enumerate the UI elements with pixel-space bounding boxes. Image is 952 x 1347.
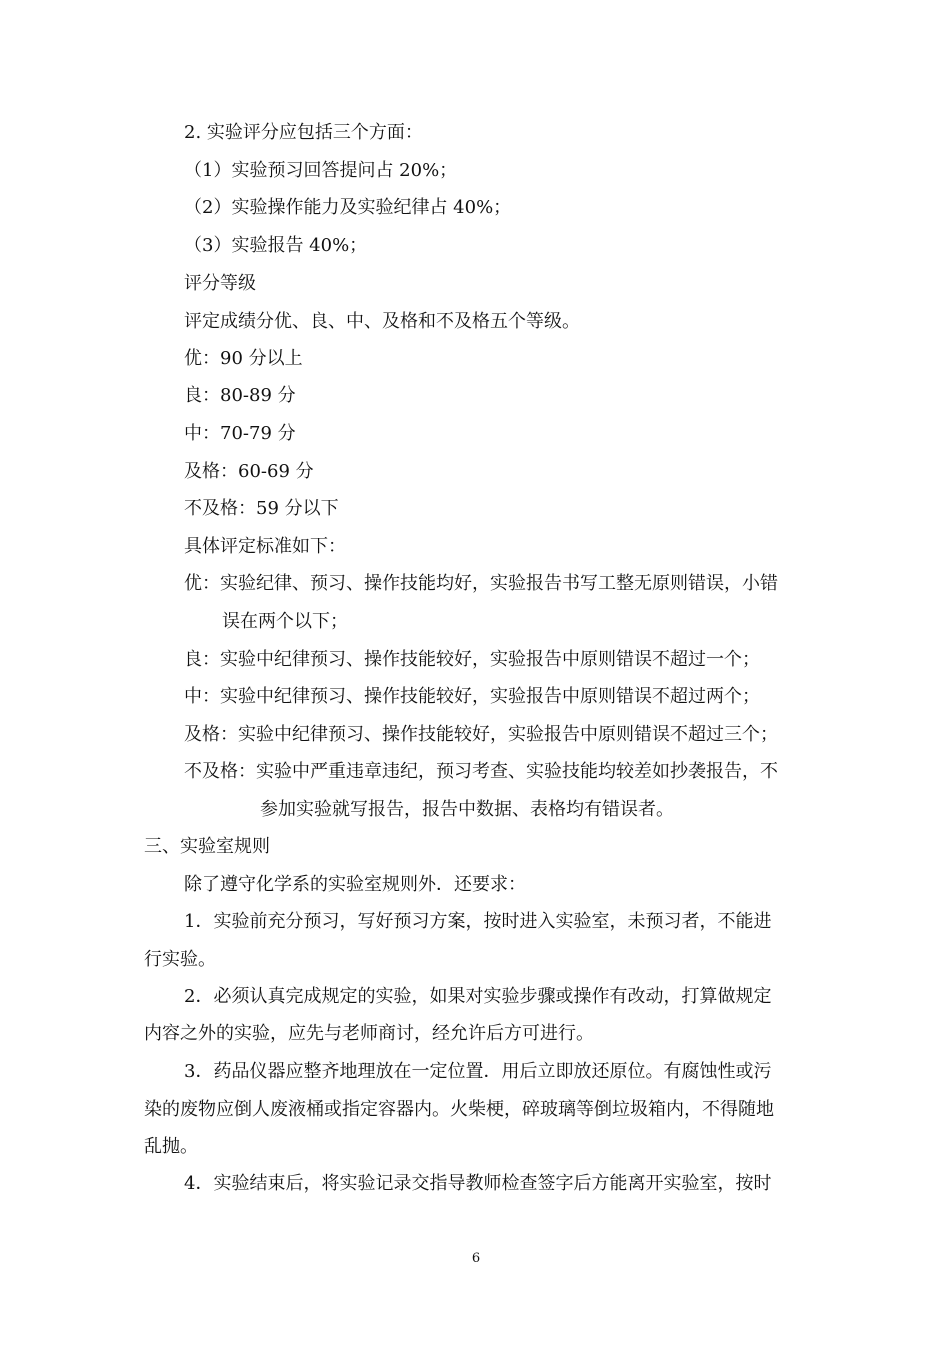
rule-1-line2: 行实验。 [144,949,216,970]
page-number: 6 [471,1251,481,1266]
scoring-item-1: （1）实验预习回答提问占 20%； [184,160,458,181]
rule-2-line1: 2．必须认真完成规定的实验，如果对实验步骤或操作有改动，打算做规定 [184,986,772,1007]
criteria-excellent-line1: 优：实验纪律、预习、操作技能均好，实验报告书写工整无原则错误，小错 [184,573,778,594]
criteria-intro: 具体评定标准如下： [184,536,346,557]
grade-level-pass: 及格：60-69 分 [184,461,314,482]
criteria-medium: 中：实验中纪律预习、操作技能较好，实验报告中原则错误不超过两个； [184,686,760,707]
grades-heading: 评分等级 [184,273,256,294]
criteria-pass: 及格：实验中纪律预习、操作技能较好，实验报告中原则错误不超过三个； [184,724,778,745]
rules-intro: 除了遵守化学系的实验室规则外．还要求： [184,874,526,895]
scoring-item-2: （2）实验操作能力及实验纪律占 40%； [184,197,512,218]
grade-level-good: 良：80-89 分 [184,385,296,406]
rule-1-line1: 1．实验前充分预习，写好预习方案，按时进入实验室，未预习者，不能进 [184,911,772,932]
criteria-good: 良：实验中纪律预习、操作技能较好，实验报告中原则错误不超过一个； [184,649,760,670]
criteria-excellent-line2: 误在两个以下； [222,611,348,632]
rule-3-line2: 染的废物应倒人废液桶或指定容器内。火柴梗，碎玻璃等倒垃圾箱内，不得随地 [144,1099,774,1120]
criteria-fail-line1: 不及格：实验中严重违章违纪，预习考查、实验技能均较差如抄袭报告，不 [184,761,778,782]
grade-level-excellent: 优：90 分以上 [184,348,303,369]
criteria-fail-line2: 参加实验就写报告，报告中数据、表格均有错误者。 [260,799,674,820]
rule-3-line3: 乱抛。 [144,1136,198,1157]
rule-3-line1: 3．药品仪器应整齐地理放在一定位置．用后立即放还原位。有腐蚀性或污 [184,1061,772,1082]
rules-heading: 三、实验室规则 [144,836,270,857]
grades-intro: 评定成绩分优、良、中、及格和不及格五个等级。 [184,311,580,332]
scoring-item-3: （3）实验报告 40%； [184,235,368,256]
grade-level-fail: 不及格：59 分以下 [184,498,339,519]
scoring-heading: 2. 实验评分应包括三个方面： [184,122,423,143]
rule-4-line1: 4．实验结束后，将实验记录交指导教师检查签字后方能离开实验室，按时 [184,1173,772,1194]
rule-2-line2: 内容之外的实验，应先与老师商讨，经允许后方可进行。 [144,1023,594,1044]
grade-level-medium: 中：70-79 分 [184,423,296,444]
